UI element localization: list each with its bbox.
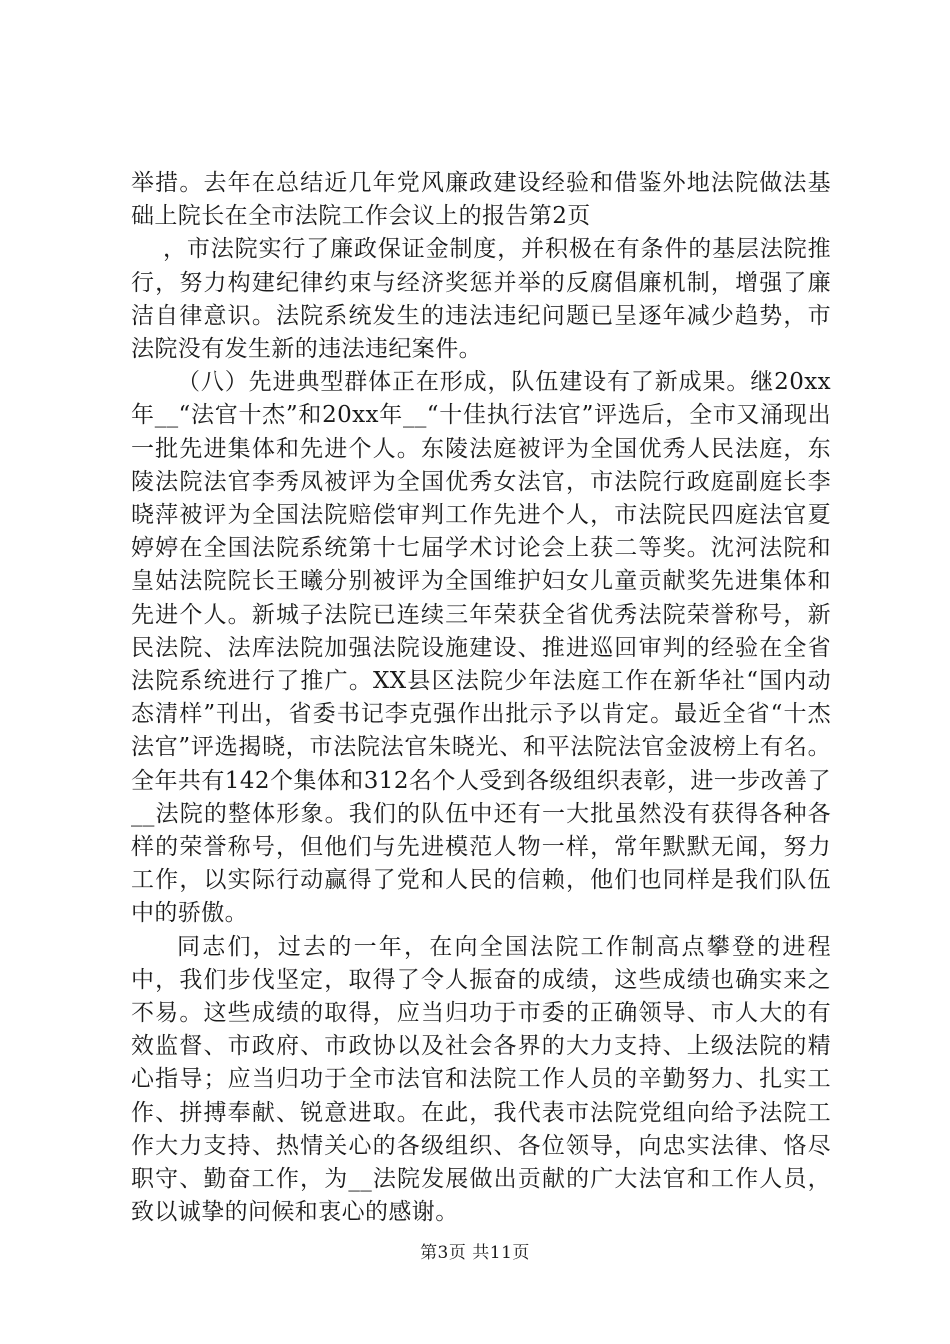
document-body <box>131 167 831 1230</box>
paragraph-acknowledgements: 同志们，过去的一年，在向全国法院工作制高点攀登的进程中，我们步伐坚定，取得了令人振奋的成绩，这些成绩也确实来之不易。这些成绩的取得，应当归功于市委的正确领导、市人大的有效监督、市政府、市政协以及社会各界的大力支持、上级法院的精心指导；应当归功于全市法官和法院工作人员的辛勤努力、扎实工作、拼搏奉献、锐意进取。在此，我代表市法院党组向给予法院工作大力支持、热情关心的各级组织、各位领导，向忠实法律、恪尽职守、勤奋工作，为__法院发展做出贡献的广大法官和工作人员，致以诚挚的问候和衷心的感谢。 <box>131 933 831 1226</box>
paragraph-advanced-models: （八）先进典型群体正在形成，队伍建设有了新成果。继20xx年__“法官十杰”和20xx年__“十佳执行法官”评选后，全市又涌现出一批先进集体和先进个人。东陵法庭被评为全国优秀人民法庭，东陵法院法官李秀凤被评为全国优秀女法官，市法院行政庭副庭长李晓萍被评为全国法院赔偿审判工作先进个人，市法院民四庭法官夏婷婷在全国法院系统第十七届学术讨论会上获二等奖。沈河法院和皇姑法院院长王曦分别被评为全国维护妇女儿童贡献奖先进集体和先进个人。新城子法院已连续三年荣获全省优秀法院荣誉称号，新民法院、法库法院加强法院设施建设、推进巡回审判的经验在全省法院系统进行了推广。XX县区法院少年法庭工作在新华社“国内动态清样”刊出，省委书记李克强作出批示予以肯定。最近全省“十杰法官”评选揭晓，市法院法官朱晓光、和平法院法官金波榜上有名。全年共有142个集体和312名个人受到各级组织表彰，进一步改善了__法院的整体形象。我们的队伍中还有一大批虽然没有获得各种各样的荣誉称号，但他们与先进模范人物一样，常年默默无闻，努力工作，以实际行动赢得了党和人民的信赖，他们也同样是我们队伍中的骄傲。 <box>131 369 831 927</box>
page-footer: 第3页 共11页 <box>420 1243 530 1263</box>
paragraph-integrity-deposit: ，市法院实行了廉政保证金制度，并积极在有条件的基层法院推行，努力构建纪律约束与经济奖惩并举的反腐倡廉机制，增强了廉洁自律意识。法院系统发生的违法违纪问题已呈逐年减少趋势，市法院没有发生新的违法违纪案件。 <box>131 236 831 363</box>
paragraph-continued: 举措。去年在总结近几年党风廉政建设经验和借鉴外地法院做法基础上院长在全市法院工作会议上的报告第2页 <box>131 170 831 230</box>
